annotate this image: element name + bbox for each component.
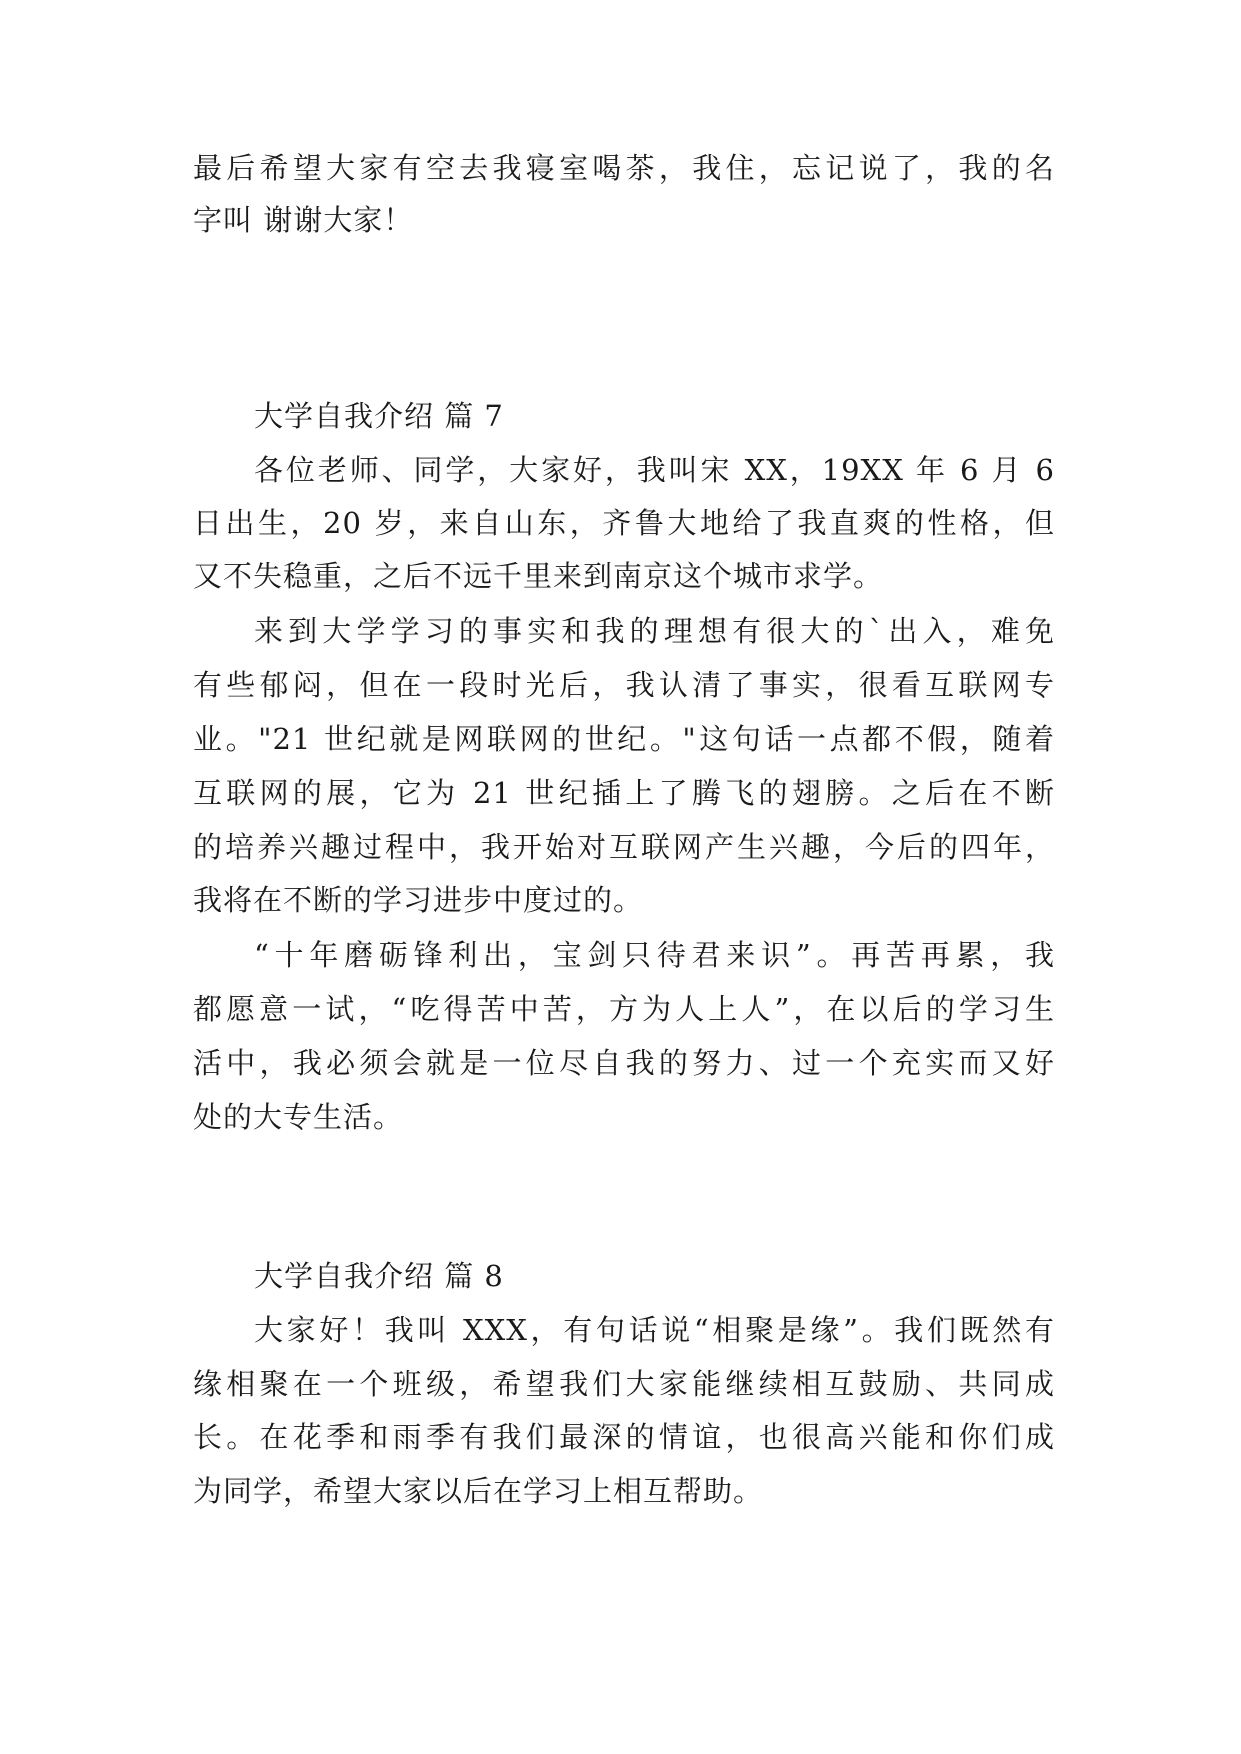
paragraph-line: “十年磨砺锋利出，宝剑只待君来识”。再苦再累，我 [254,938,1055,972]
paragraph-line: 大家好！我叫 XXX，有句话说“相聚是缘”。我们既然有 [254,1313,1055,1347]
paragraph-line: 字叫 谢谢大家！ [193,203,414,237]
paragraph-line: 业。"21 世纪就是网联网的世纪。"这句话一点都不假，随着 [193,722,1055,756]
paragraph-line: 我将在不断的学习进步中度过的。 [193,883,644,917]
paragraph-line: 缘相聚在一个班级，希望我们大家能继续相互鼓励、共同成 [193,1367,1055,1401]
paragraph-line: 来到大学学习的事实和我的理想有很大的`出入，难免 [254,614,1055,648]
paragraph-line: 各位老师、同学，大家好，我叫宋 XX，19XX 年 6 月 6 [254,453,1055,487]
paragraph-line: 处的大专生活。 [193,1100,404,1134]
section-heading: 大学自我介绍 篇 7 [254,399,504,433]
paragraph-line: 长。在花季和雨季有我们最深的情谊，也很高兴能和你们成 [193,1420,1055,1454]
paragraph-line: 又不失稳重，之后不远千里来到南京这个城市求学。 [193,559,884,593]
paragraph-line: 最后希望大家有空去我寝室喝茶，我住，忘记说了，我的名 [193,151,1055,185]
paragraph-line: 日出生，20 岁，来自山东，齐鲁大地给了我直爽的性格，但 [193,506,1055,540]
paragraph-line: 活中，我必须会就是一位尽自我的努力、过一个充实而又好 [193,1046,1055,1080]
section-heading: 大学自我介绍 篇 8 [254,1259,504,1293]
paragraph-line: 为同学，希望大家以后在学习上相互帮助。 [193,1474,764,1508]
paragraph-line: 有些郁闷，但在一段时光后，我认清了事实，很看互联网专 [193,668,1055,702]
paragraph-line: 互联网的展，它为 21 世纪插上了腾飞的翅膀。之后在不断 [193,776,1055,810]
paragraph-line: 的培养兴趣过程中，我开始对互联网产生兴趣，今后的四年， [193,830,1055,864]
paragraph-line: 都愿意一试，“吃得苦中苦，方为人上人”，在以后的学习生 [193,992,1055,1026]
